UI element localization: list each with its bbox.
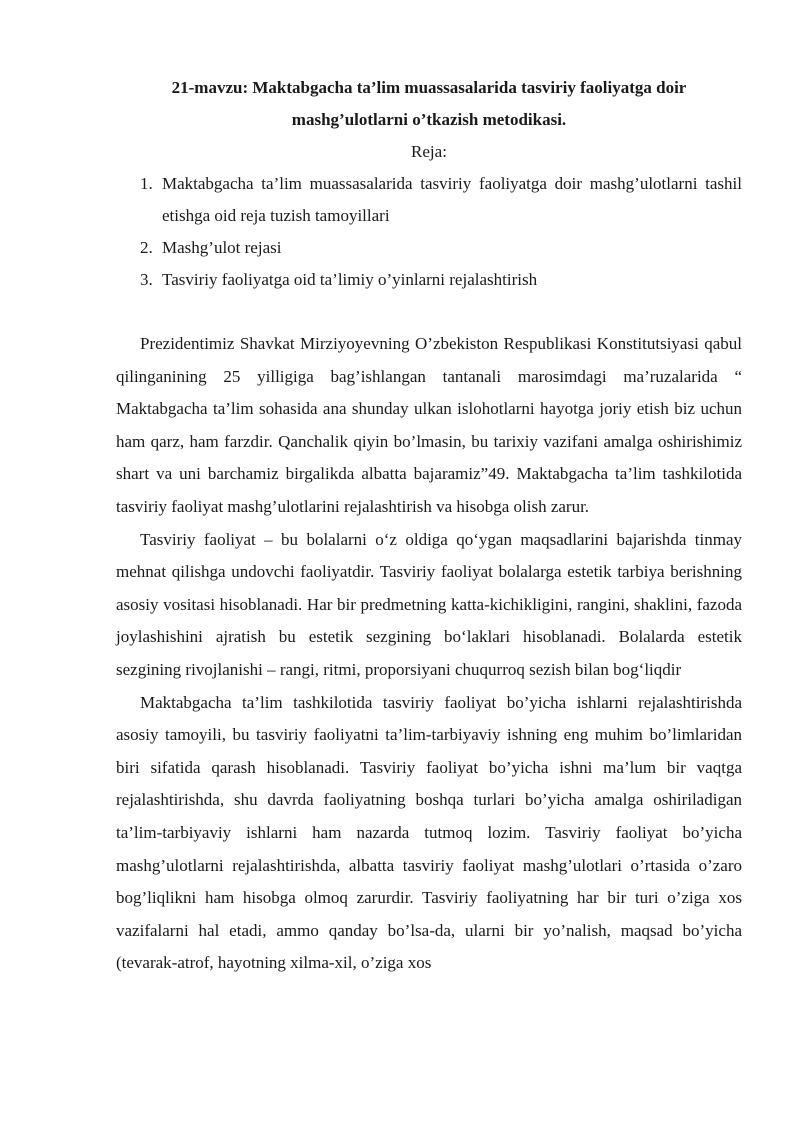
section-spacer bbox=[116, 296, 742, 328]
plan-item-text: Mashg’ulot rejasi bbox=[162, 238, 282, 257]
title-line-2: mashg’ulotlarni o’tkazish metodikasi. bbox=[291, 110, 567, 129]
plan-item bbox=[116, 168, 742, 232]
plan-item bbox=[116, 232, 742, 264]
plan-item-number: 3. bbox=[140, 270, 153, 289]
plan-item-number: 2. bbox=[140, 238, 153, 257]
plan-list bbox=[116, 168, 742, 296]
plan-item-text: Maktabgacha ta’lim muassasalarida tasviriy faoliyatga doir mashg’ulotlarni tashil etishga oid reja tuzish tamoyillari bbox=[162, 174, 742, 225]
document-page bbox=[116, 72, 742, 980]
plan-heading: Reja: bbox=[411, 142, 447, 161]
plan-item-text: Tasviriy faoliyatga oid ta’limiy o’yinlarni rejalashtirish bbox=[162, 270, 538, 289]
plan-item bbox=[116, 264, 742, 296]
plan-item-number: 1. bbox=[140, 174, 153, 193]
body-paragraph: Tasviriy faoliyat – bu bolalarni o‘z oldiga qo‘ygan maqsadlarini bajarishda tinmay mehnat qilishga undovchi faoliyatdir. Tasviriy faoliyat bolalarga estetik tarbiya berishning asosiy vositasi hisoblanadi. Har bir predmetning katta-kichikligini, rangini, shaklini, fazoda joylashishini ajratish bu estetik sezgining bo‘laklari hisoblanadi. Bolalarda estetik sezgining rivojlanishi – rangi, ritmi, proporsiyani chuqurroq sezish bilan bog‘liqdir bbox=[116, 529, 742, 679]
body-paragraph: Prezidentimiz Shavkat Mirziyoyevning O’zbekiston Respublikasi Konstitutsiyasi qabul qilinganining 25 yilligiga bag’ishlangan tantanali marosimdagi ma’ruzalarida “ Maktabgacha ta’lim sohasida ana shunday ulkan islohotlarni hayotga joriy etish biz uchun ham qarz, ham farzdir. Qanchalik qiyin bo’lmasin, bu tarixiy vazifani amalga oshirishimiz shart va uni barchamiz birgalikda albatta bajaramiz”49. Maktabgacha ta’lim tashkilotida tasviriy faoliyat mashg’ulotlarini rejalashtirish va hisobga olish zarur. bbox=[116, 334, 742, 516]
title-line-1: 21-mavzu: Maktabgacha ta’lim muassasalarida tasviriy faoliyatga doir bbox=[171, 78, 687, 97]
body-paragraph: Maktabgacha ta’lim tashkilotida tasviriy faoliyat bo’yicha ishlarni rejalashtirishda asosiy tamoyili, bu tasviriy faoliyatni ta’lim-tarbiyaviy ishning eng muhim bo’limlaridan biri sifatida qarash hisoblanadi. Tasviriy faoliyat bo’yicha ishni ma’lum bir vaqtga rejalashtirishda, shu davrda faoliyatning boshqa turlari bo’yicha amalga oshiriladigan ta’lim-tarbiyaviy ishlarni ham nazarda tutmoq lozim. Tasviriy faoliyat bo’yicha mashg’ulotlarni rejalashtirishda, albatta tasviriy faoliyat mashg’ulotlari o’rtasida o’zaro bog’liqlikni ham hisobga olmoq zarurdir. Tasviriy faoliyatning har bir turi o’ziga xos vazifalarni hal etadi, ammo qanday bo’lsa-da, ularni bir yo’nalish, maqsad bo’yicha (tevarak-atrof, hayotning xilma-xil, o’ziga xos bbox=[116, 692, 742, 973]
document-title bbox=[116, 72, 742, 136]
